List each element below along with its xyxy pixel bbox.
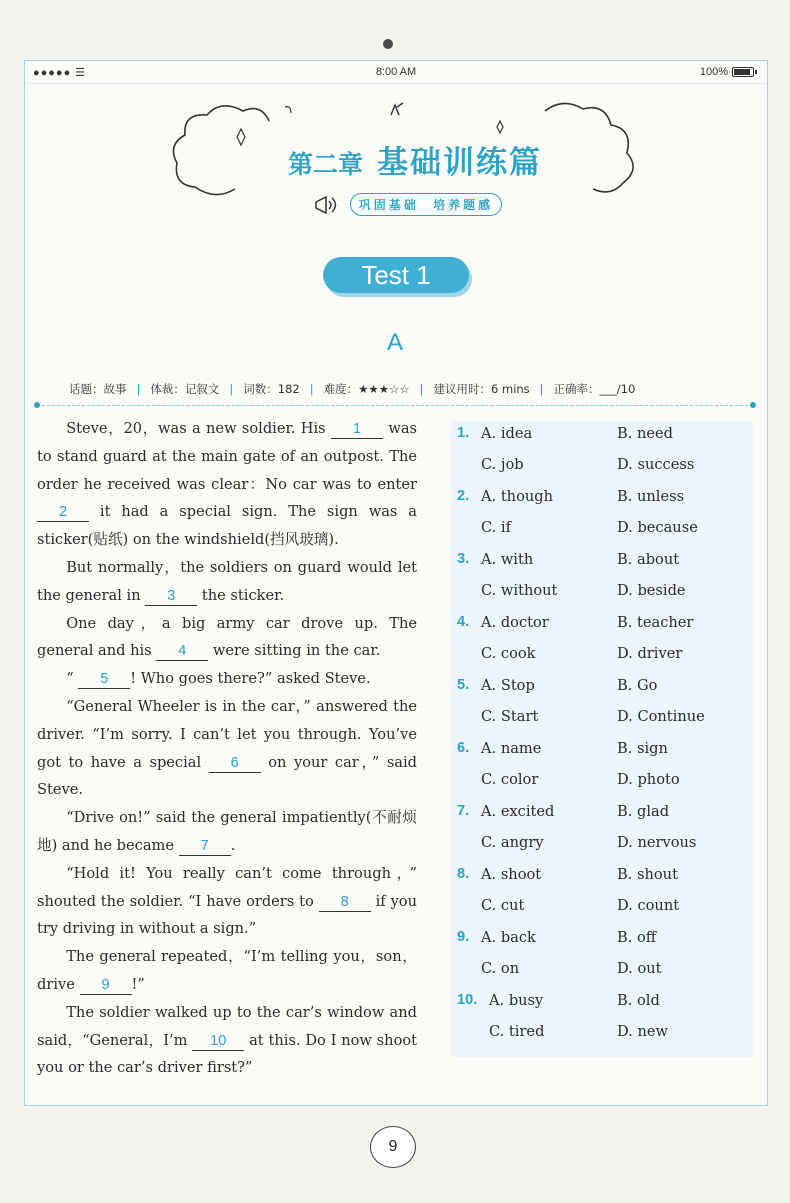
info-difficulty: 难度：★★★☆☆	[323, 382, 410, 396]
option-a[interactable]: A. Stop	[481, 677, 535, 694]
paragraph: “Drive on!” said the general impatiently(不耐烦地) and he became 7 .	[37, 809, 417, 854]
option-c[interactable]: C. Start	[481, 708, 539, 725]
option-a[interactable]: A. shoot	[481, 866, 542, 883]
question-8	[451, 862, 753, 914]
option-b[interactable]: B. Go	[617, 677, 658, 694]
option-a[interactable]: A. busy	[489, 992, 544, 1009]
option-d[interactable]: D. beside	[617, 582, 686, 599]
question-2	[451, 484, 753, 536]
question-number: 4.	[457, 614, 470, 630]
question-number: 6.	[457, 740, 470, 756]
option-b[interactable]: B. off	[617, 929, 657, 946]
option-b[interactable]: B. about	[617, 551, 680, 568]
info-accuracy: 正确率：___/10	[553, 382, 636, 396]
info-bar: 话题：故事 | 体裁：记叙文 | 词数：182 | 难度：★★★☆☆ | 建议用时：6 mins | 正确率：___/10	[69, 382, 636, 396]
option-d[interactable]: D. success	[617, 456, 695, 473]
question-number: 3.	[457, 551, 470, 567]
option-b[interactable]: B. unless	[617, 488, 685, 505]
info-genre: 体裁：记叙文	[150, 382, 220, 396]
blank-7[interactable]: 7	[179, 837, 231, 856]
question-10	[451, 988, 753, 1040]
status-bar	[25, 61, 767, 84]
wifi-icon: ☰	[75, 67, 87, 79]
option-c[interactable]: C. tired	[489, 1023, 545, 1040]
option-c[interactable]: C. job	[481, 456, 524, 473]
option-c[interactable]: C. angry	[481, 834, 544, 851]
option-a[interactable]: A. idea	[481, 425, 533, 442]
option-c[interactable]: C. if	[481, 519, 511, 536]
battery-percent: 100%	[699, 66, 728, 78]
option-b[interactable]: B. sign	[617, 740, 668, 757]
megaphone-icon	[312, 194, 340, 216]
test-title-badge: Test 1	[323, 257, 469, 293]
option-c[interactable]: C. color	[481, 771, 539, 788]
blank-9[interactable]: 9	[80, 976, 132, 995]
reading-passage	[37, 415, 417, 1082]
option-d[interactable]: D. Continue	[617, 708, 705, 725]
difficulty-stars-icon: ★★★☆☆	[358, 382, 410, 396]
blank-8[interactable]: 8	[319, 893, 371, 912]
paragraph: But normally，the soldiers on guard would let the general in 3 the sticker.	[37, 558, 417, 604]
divider	[37, 405, 753, 406]
option-d[interactable]: D. driver	[617, 645, 683, 662]
question-6	[451, 736, 753, 788]
info-topic: 话题：故事	[69, 382, 127, 396]
signal-indicator: ●●●●● ☰	[33, 67, 87, 79]
option-c[interactable]: C. cut	[481, 897, 525, 914]
blank-1[interactable]: 1	[331, 420, 383, 439]
battery-indicator	[700, 66, 757, 78]
option-b[interactable]: B. need	[617, 425, 674, 442]
option-d[interactable]: D. count	[617, 897, 680, 914]
option-c[interactable]: C. without	[481, 582, 558, 599]
question-3	[451, 547, 753, 599]
section-letter: A	[386, 329, 403, 356]
page-number: 9	[370, 1126, 416, 1168]
paragraph: The soldier walked up to the car’s window and said，“General，I’m 10 at this. Do I now shoot you or the car’s driver first?”	[37, 1003, 418, 1077]
paragraph: One day，a big army car drove up. The general and his 4 were sitting in the car.	[37, 614, 417, 660]
info-word-count: 词数：182	[243, 382, 300, 396]
question-number: 2.	[457, 488, 470, 504]
option-b[interactable]: B. teacher	[617, 614, 694, 631]
question-number: 7.	[457, 803, 470, 819]
blank-3[interactable]: 3	[145, 587, 197, 606]
paragraph: The general repeated，“I’m telling you，son， drive 9 !”	[37, 948, 417, 993]
option-d[interactable]: D. nervous	[617, 834, 697, 851]
option-b[interactable]: B. shout	[617, 866, 678, 883]
paragraph: “ 5 ! Who goes there?” asked Steve.	[66, 670, 371, 688]
chapter-subtitle	[287, 193, 527, 216]
option-c[interactable]: C. cook	[481, 645, 536, 662]
chapter-number: 第二章	[287, 150, 363, 179]
blank-5[interactable]: 5	[78, 670, 130, 689]
question-4	[451, 610, 753, 662]
status-time: 8:00 AM	[375, 66, 417, 78]
paragraph: Steve，20，was a new soldier. His 1 was to stand guard at the main gate of an outpost. The order he received was clear：No car was to enter 2 it had a special sign. The sign was a sticker(贴纸) on the windshield(挡风玻璃).	[37, 420, 418, 549]
option-a[interactable]: A. doctor	[481, 614, 549, 631]
option-d[interactable]: D. out	[617, 960, 662, 977]
chapter-name: 基础训练篇	[377, 145, 542, 181]
blank-10[interactable]: 10	[192, 1032, 244, 1051]
blank-4[interactable]: 4	[156, 642, 208, 661]
option-a[interactable]: A. name	[481, 740, 542, 757]
tablet-screen	[24, 60, 768, 1106]
answer-options-panel	[451, 421, 753, 1057]
option-a[interactable]: A. with	[481, 551, 534, 568]
paragraph: “General Wheeler is in the car，” answered the driver. “I’m sorry. I can’t let you through. You’ve got to have a special 6 on your car，” said Steve.	[37, 697, 418, 799]
option-b[interactable]: B. glad	[617, 803, 670, 820]
blank-6[interactable]: 6	[209, 754, 261, 773]
question-5	[451, 673, 753, 725]
question-7	[451, 799, 753, 851]
question-number: 5.	[457, 677, 470, 693]
option-d[interactable]: D. because	[617, 519, 698, 536]
question-number: 9.	[457, 929, 470, 945]
question-1	[451, 421, 753, 473]
option-a[interactable]: A. excited	[481, 803, 555, 820]
option-c[interactable]: C. on	[481, 960, 520, 977]
paragraph: “Hold it! You really can’t come through，” shouted the soldier. “I have orders to 8 if you try driving in without a sign.”	[37, 864, 417, 938]
question-number: 10.	[457, 992, 478, 1008]
question-number: 8.	[457, 866, 470, 882]
camera-dot	[383, 39, 393, 49]
option-d[interactable]: D. photo	[617, 771, 680, 788]
chapter-title	[245, 137, 585, 182]
battery-icon	[732, 67, 754, 77]
option-a[interactable]: A. though	[481, 488, 554, 505]
info-time: 建议用时：6 mins	[433, 382, 530, 396]
question-9	[451, 925, 753, 977]
option-a[interactable]: A. back	[481, 929, 536, 946]
blank-2[interactable]: 2	[37, 503, 89, 522]
option-b[interactable]: B. old	[617, 992, 660, 1009]
subtitle-pill: 巩固基础 培养题感	[350, 193, 502, 216]
option-d[interactable]: D. new	[617, 1023, 668, 1040]
question-number: 1.	[457, 425, 470, 441]
